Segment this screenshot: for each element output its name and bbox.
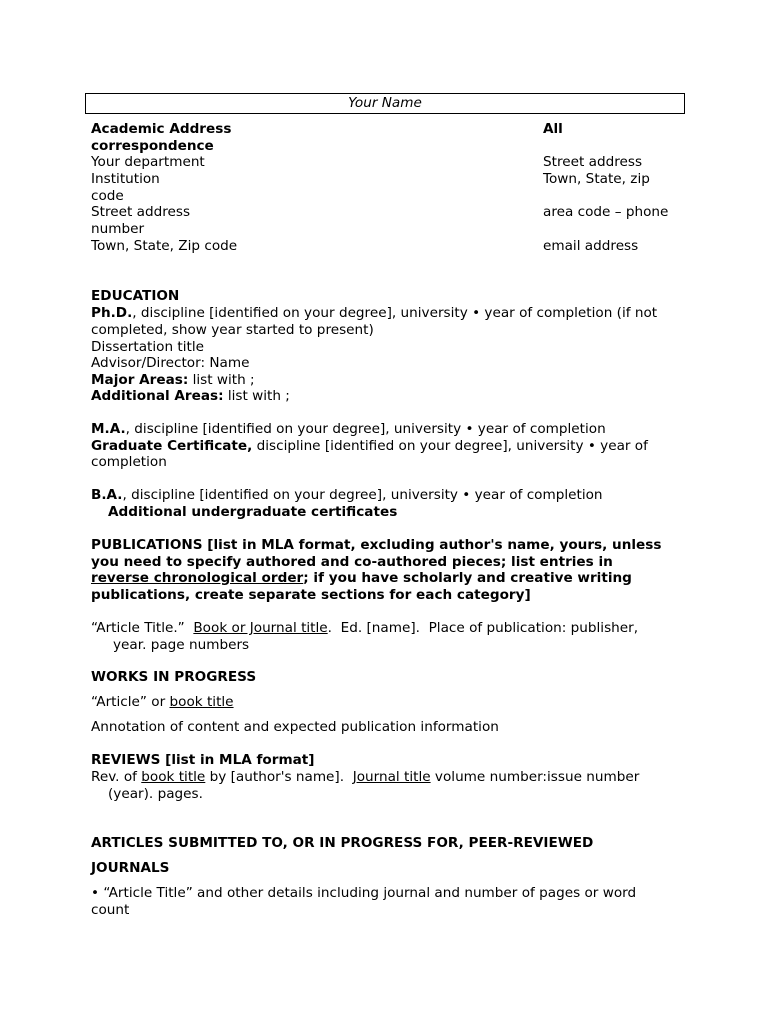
publications-heading-1: PUBLICATIONS [list in MLA format, excluding author's name, yours, unless xyxy=(91,537,662,553)
ba-line xyxy=(91,487,603,504)
address-line: area code – phone xyxy=(543,204,669,221)
reviews-heading: REVIEWS [list in MLA format] xyxy=(91,752,315,768)
work-article: “Article” or xyxy=(91,694,170,710)
gc-label: Graduate Certificate, xyxy=(91,438,253,454)
address-line: Town, State, Zip code xyxy=(91,237,238,254)
works-in-progress-heading: WORKS IN PROGRESS xyxy=(91,669,257,685)
ba-details: , discipline [identified on your degree], university • year of completion xyxy=(122,487,603,503)
graduate-certificate-line xyxy=(91,438,648,455)
education-heading: EDUCATION xyxy=(91,288,180,304)
article-title: “Article Title.” xyxy=(91,620,194,636)
review-entry-line-2: (year). pages. xyxy=(108,786,203,802)
ma-degree: M.A. xyxy=(91,421,126,437)
address-line: Institution xyxy=(91,171,160,188)
address-line: number xyxy=(91,221,145,238)
articles-submitted-heading-2: JOURNALS xyxy=(91,860,170,876)
review-book-title: book title xyxy=(141,769,206,785)
additional-areas xyxy=(91,388,290,405)
phd-details: , discipline [identified on your degree], university • year of completion (if not xyxy=(132,305,658,321)
address-line: correspondence xyxy=(91,137,214,154)
address-line: code xyxy=(91,187,124,204)
address-line xyxy=(543,138,743,155)
publications-heading-4: publications, create separate sections for each category] xyxy=(91,587,531,603)
publication-entry xyxy=(91,620,638,637)
graduate-certificate-line-2: completion xyxy=(91,454,167,470)
work-item xyxy=(91,694,234,711)
publications-heading-3 xyxy=(91,570,632,587)
phd-line-2: completed, show year started to present) xyxy=(91,322,374,338)
major-value: list with ; xyxy=(188,372,255,388)
correspondence-address-block xyxy=(543,121,743,255)
address-line: Street address xyxy=(543,154,643,171)
ba-certificates: Additional undergraduate certificates xyxy=(108,504,398,520)
reverse-chrono-text: reverse chronological order xyxy=(91,570,304,586)
review-journal-title: Journal title xyxy=(352,769,431,785)
address-line xyxy=(543,221,743,238)
review-prefix: Rev. of xyxy=(91,769,142,785)
phd-line xyxy=(91,305,657,322)
publication-entry-line-2: year. page numbers xyxy=(113,637,250,653)
address-line: email address xyxy=(543,237,639,254)
gc-details: discipline [identified on your degree], university • year of xyxy=(252,438,648,454)
articles-submitted-item: • “Article Title” and other details including journal and number of pages or word xyxy=(91,885,637,901)
publications-heading-3-rest: ; if you have scholarly and creative writing xyxy=(303,570,632,586)
address-line: All xyxy=(543,121,563,137)
dissertation-title: Dissertation title xyxy=(91,339,204,355)
address-line: Street address xyxy=(91,204,191,221)
review-volume: volume number:issue number xyxy=(430,769,640,785)
ma-details: , discipline [identified on your degree], university • year of completion xyxy=(125,421,606,437)
articles-submitted-heading-1: ARTICLES SUBMITTED TO, OR IN PROGRESS FOR, PEER-REVIEWED xyxy=(91,835,594,851)
name-header: Your Name xyxy=(85,93,685,114)
additional-label: Additional Areas: xyxy=(91,388,224,404)
address-line: Town, State, zip xyxy=(543,171,650,188)
work-annotation: Annotation of content and expected publication information xyxy=(91,719,499,735)
phd-degree: Ph.D. xyxy=(91,305,133,321)
address-line xyxy=(543,188,743,205)
address-line: Academic Address xyxy=(91,121,232,137)
publication-details: . Ed. [name]. Place of publication: publisher, xyxy=(327,620,639,636)
address-line: Your department xyxy=(91,154,205,171)
academic-address-block xyxy=(91,121,351,255)
work-book-title: book title xyxy=(169,694,234,710)
review-author: by [author's name]. xyxy=(205,769,353,785)
ma-line xyxy=(91,421,606,438)
publications-heading-2: you need to specify authored and co-authored pieces; list entries in xyxy=(91,554,613,570)
articles-submitted-item-line-2: count xyxy=(91,902,130,918)
additional-value: list with ; xyxy=(223,388,290,404)
review-entry xyxy=(91,769,639,786)
major-areas xyxy=(91,372,255,389)
book-journal-title: Book or Journal title xyxy=(193,620,328,636)
advisor-line: Advisor/Director: Name xyxy=(91,355,250,371)
ba-degree: B.A. xyxy=(91,487,123,503)
major-label: Major Areas: xyxy=(91,372,189,388)
